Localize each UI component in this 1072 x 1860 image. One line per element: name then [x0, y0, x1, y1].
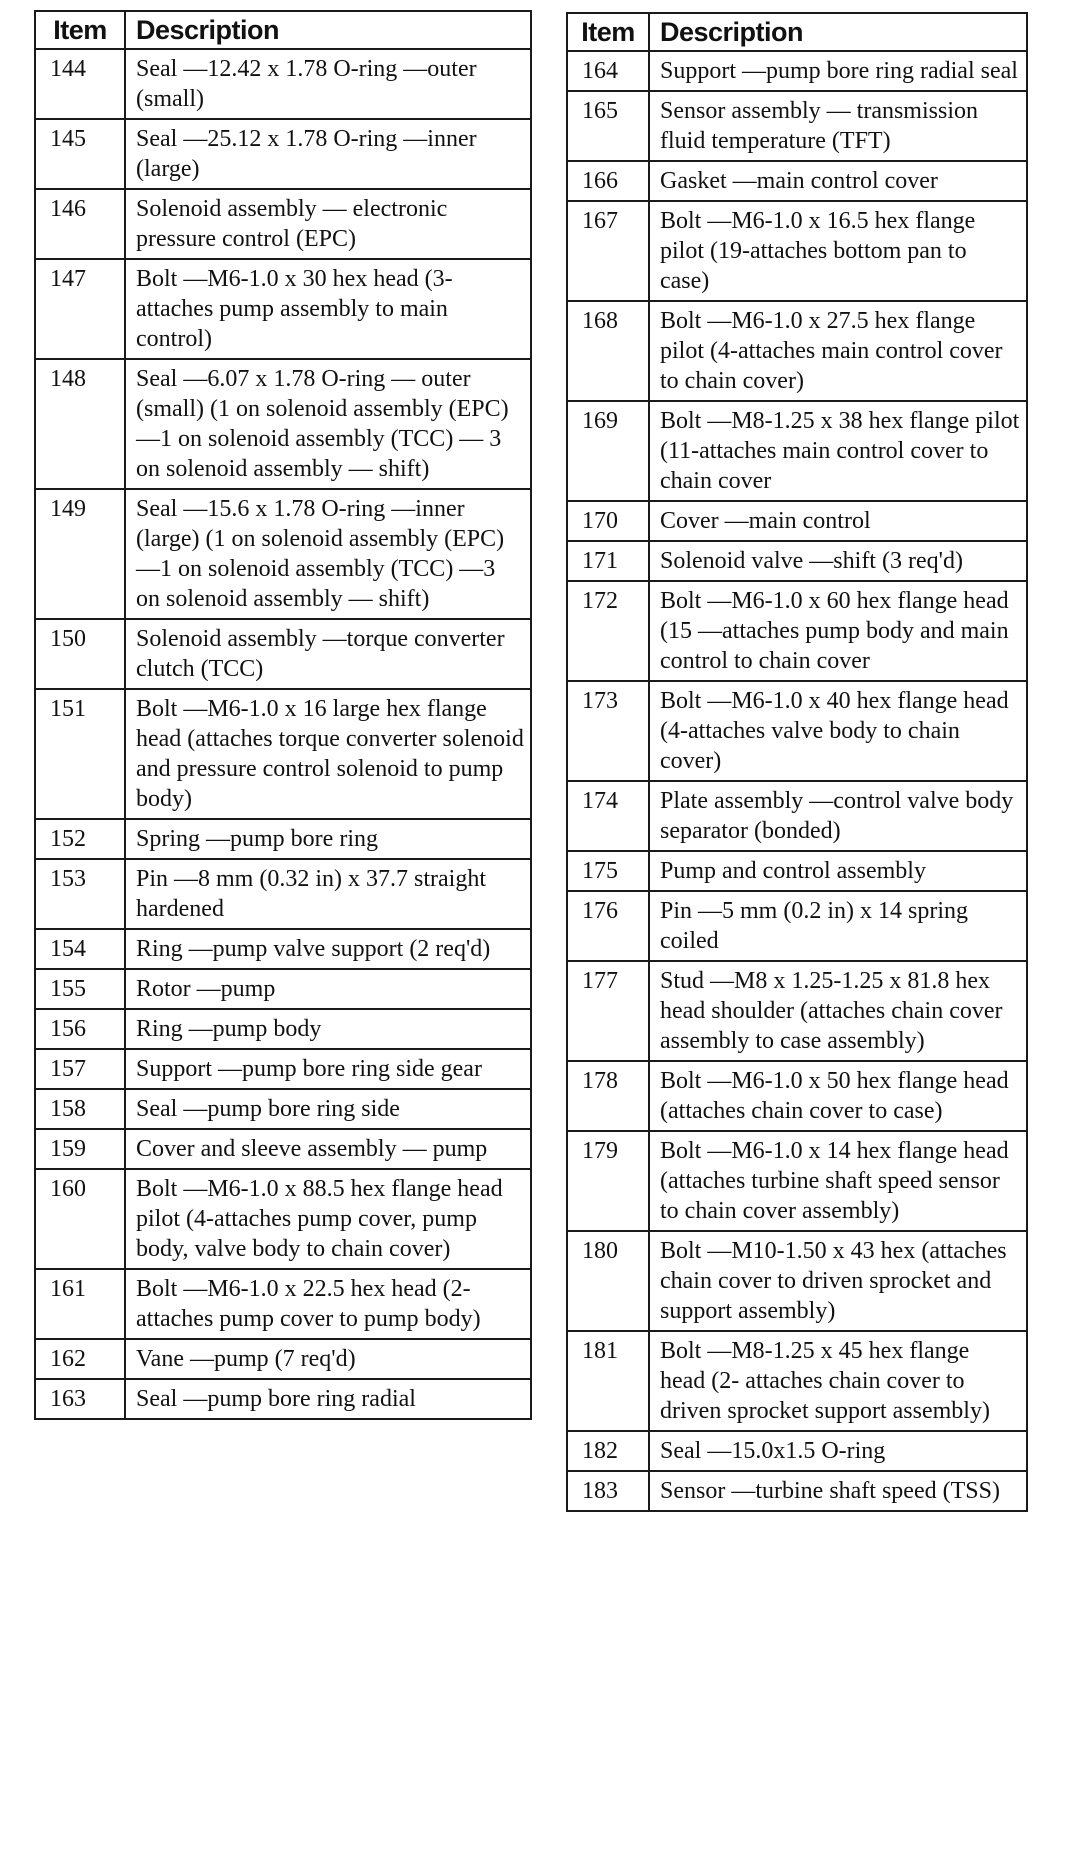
item-number: 168: [567, 301, 649, 401]
item-number: 180: [567, 1231, 649, 1331]
item-number: 154: [35, 929, 125, 969]
item-column-header: Item: [35, 11, 125, 49]
item-number: 174: [567, 781, 649, 851]
item-number: 162: [35, 1339, 125, 1379]
table-row: [35, 1049, 531, 1089]
item-description: Bolt —M8-1.25 x 45 hex flange head (2- attaches chain cover to driven sprocket support assembly): [649, 1331, 1027, 1431]
item-description: Sensor —turbine shaft speed (TSS): [649, 1471, 1027, 1511]
table-row: [567, 401, 1027, 501]
table-row: [567, 161, 1027, 201]
item-number: 151: [35, 689, 125, 819]
item-number: 164: [567, 51, 649, 91]
table-row: [35, 1339, 531, 1379]
table-row: [35, 929, 531, 969]
parts-table-right: [566, 12, 1028, 1512]
item-description: Bolt —M6-1.0 x 60 hex flange head (15 —attaches pump body and main control to chain cover: [649, 581, 1027, 681]
item-number: 171: [567, 541, 649, 581]
item-description: Pin —5 mm (0.2 in) x 14 spring coiled: [649, 891, 1027, 961]
table-row: [567, 1431, 1027, 1471]
table-row: [35, 259, 531, 359]
item-description: Sensor assembly — transmission fluid temperature (TFT): [649, 91, 1027, 161]
item-number: 182: [567, 1431, 649, 1471]
item-description: Bolt —M6-1.0 x 50 hex flange head (attaches chain cover to case): [649, 1061, 1027, 1131]
table-row: [567, 681, 1027, 781]
item-description: Rotor —pump: [125, 969, 531, 1009]
table-row: [567, 1131, 1027, 1231]
item-number: 145: [35, 119, 125, 189]
table-row: [35, 1089, 531, 1129]
item-description: Seal —pump bore ring side: [125, 1089, 531, 1129]
item-description: Stud —M8 x 1.25-1.25 x 81.8 hex head shoulder (attaches chain cover assembly to case assembly): [649, 961, 1027, 1061]
table-row: [567, 91, 1027, 161]
parts-table-left: [34, 10, 532, 1420]
table-row: [567, 501, 1027, 541]
item-column-header: Item: [567, 13, 649, 51]
item-description: Cover —main control: [649, 501, 1027, 541]
description-column-header: Description: [125, 11, 531, 49]
item-number: 167: [567, 201, 649, 301]
item-description: Ring —pump valve support (2 req'd): [125, 929, 531, 969]
table-row: [35, 49, 531, 119]
item-description: Bolt —M6-1.0 x 16 large hex flange head (attaches torque converter solenoid and pressure control solenoid to pump body): [125, 689, 531, 819]
item-number: 159: [35, 1129, 125, 1169]
item-number: 163: [35, 1379, 125, 1419]
table-row: [567, 961, 1027, 1061]
item-description: Seal —12.42 x 1.78 O-ring —outer (small): [125, 49, 531, 119]
item-number: 158: [35, 1089, 125, 1129]
item-description: Solenoid valve —shift (3 req'd): [649, 541, 1027, 581]
item-number: 160: [35, 1169, 125, 1269]
item-description: Seal —15.0x1.5 O-ring: [649, 1431, 1027, 1471]
item-number: 156: [35, 1009, 125, 1049]
item-number: 170: [567, 501, 649, 541]
table-row: [35, 1379, 531, 1419]
item-description: Bolt —M6-1.0 x 16.5 hex flange pilot (19-attaches bottom pan to case): [649, 201, 1027, 301]
item-number: 166: [567, 161, 649, 201]
table-row: [35, 1129, 531, 1169]
item-number: 147: [35, 259, 125, 359]
item-description: Seal —6.07 x 1.78 O-ring — outer (small) (1 on solenoid assembly (EPC) —1 on solenoid assembly (TCC) — 3 on solenoid assembly — shift): [125, 359, 531, 489]
item-description: Bolt —M10-1.50 x 43 hex (attaches chain cover to driven sprocket and support assembly): [649, 1231, 1027, 1331]
table-row: [35, 819, 531, 859]
item-number: 150: [35, 619, 125, 689]
table-row: [567, 51, 1027, 91]
table-row: [567, 1471, 1027, 1511]
item-number: 172: [567, 581, 649, 681]
table-row: [567, 1231, 1027, 1331]
table-row: [567, 301, 1027, 401]
item-number: 178: [567, 1061, 649, 1131]
item-number: 176: [567, 891, 649, 961]
item-description: Support —pump bore ring radial seal: [649, 51, 1027, 91]
item-number: 177: [567, 961, 649, 1061]
table-row: [567, 1061, 1027, 1131]
table-row: [35, 359, 531, 489]
item-description: Bolt —M6-1.0 x 22.5 hex head (2-attaches pump cover to pump body): [125, 1269, 531, 1339]
table-header-row: [567, 13, 1027, 51]
item-description: Pin —8 mm (0.32 in) x 37.7 straight hardened: [125, 859, 531, 929]
table-row: [35, 189, 531, 259]
item-description: Gasket —main control cover: [649, 161, 1027, 201]
table-header-row: [35, 11, 531, 49]
item-description: Bolt —M6-1.0 x 14 hex flange head (attaches turbine shaft speed sensor to chain cover assembly): [649, 1131, 1027, 1231]
item-number: 144: [35, 49, 125, 119]
item-description: Plate assembly —control valve body separator (bonded): [649, 781, 1027, 851]
item-description: Seal —15.6 x 1.78 O-ring —inner (large) (1 on solenoid assembly (EPC) —1 on solenoid assembly (TCC) —3 on solenoid assembly — shift): [125, 489, 531, 619]
item-description: Bolt —M6-1.0 x 88.5 hex flange head pilot (4-attaches pump cover, pump body, valve body to chain cover): [125, 1169, 531, 1269]
item-number: 153: [35, 859, 125, 929]
table-row: [567, 541, 1027, 581]
table-row: [567, 781, 1027, 851]
item-number: 173: [567, 681, 649, 781]
item-number: 152: [35, 819, 125, 859]
table-row: [35, 489, 531, 619]
item-description: Spring —pump bore ring: [125, 819, 531, 859]
table-row: [35, 1169, 531, 1269]
item-number: 149: [35, 489, 125, 619]
item-number: 183: [567, 1471, 649, 1511]
item-number: 146: [35, 189, 125, 259]
item-number: 155: [35, 969, 125, 1009]
table-row: [35, 619, 531, 689]
table-row: [567, 851, 1027, 891]
table-row: [35, 1269, 531, 1339]
table-row: [35, 689, 531, 819]
item-description: Solenoid assembly — electronic pressure control (EPC): [125, 189, 531, 259]
item-number: 181: [567, 1331, 649, 1431]
table-row: [35, 969, 531, 1009]
table-row: [567, 201, 1027, 301]
table-row: [35, 1009, 531, 1049]
item-description: Seal —25.12 x 1.78 O-ring —inner (large): [125, 119, 531, 189]
item-number: 175: [567, 851, 649, 891]
item-number: 179: [567, 1131, 649, 1231]
description-column-header: Description: [649, 13, 1027, 51]
item-number: 169: [567, 401, 649, 501]
item-number: 148: [35, 359, 125, 489]
item-description: Bolt —M6-1.0 x 30 hex head (3-attaches pump assembly to main control): [125, 259, 531, 359]
item-description: Bolt —M6-1.0 x 27.5 hex flange pilot (4-attaches main control cover to chain cover): [649, 301, 1027, 401]
item-number: 161: [35, 1269, 125, 1339]
item-description: Ring —pump body: [125, 1009, 531, 1049]
item-description: Support —pump bore ring side gear: [125, 1049, 531, 1089]
item-number: 165: [567, 91, 649, 161]
item-number: 157: [35, 1049, 125, 1089]
table-row: [567, 1331, 1027, 1431]
item-description: Bolt —M8-1.25 x 38 hex flange pilot (11-attaches main control cover to chain cover: [649, 401, 1027, 501]
item-description: Bolt —M6-1.0 x 40 hex flange head (4-attaches valve body to chain cover): [649, 681, 1027, 781]
table-row: [567, 891, 1027, 961]
item-description: Pump and control assembly: [649, 851, 1027, 891]
table-row: [35, 119, 531, 189]
item-description: Cover and sleeve assembly — pump: [125, 1129, 531, 1169]
item-description: Vane —pump (7 req'd): [125, 1339, 531, 1379]
item-description: Solenoid assembly —torque converter clutch (TCC): [125, 619, 531, 689]
table-row: [35, 859, 531, 929]
item-description: Seal —pump bore ring radial: [125, 1379, 531, 1419]
table-row: [567, 581, 1027, 681]
